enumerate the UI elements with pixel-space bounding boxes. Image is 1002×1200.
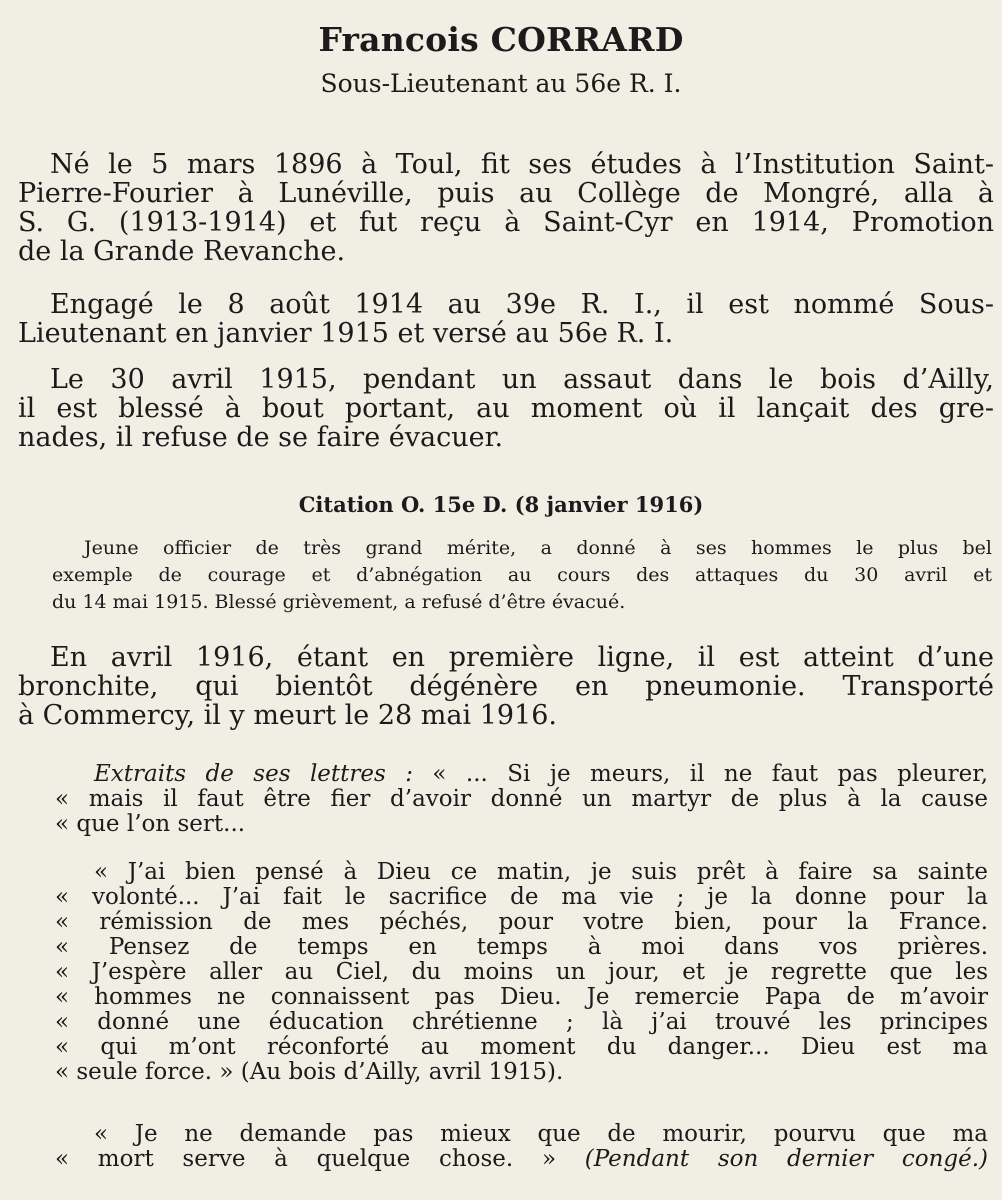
text-line: « seule force. » (Au bois d’Ailly, avril 1915). <box>55 1060 564 1085</box>
page-title: Francois CORRARD <box>318 20 684 59</box>
bio-paragraph-1 <box>18 150 994 266</box>
text-line: « donné une éducation chrétienne ; là j’ai trouvé les principes <box>55 1010 988 1035</box>
text-line: « volonté... J’ai fait le sacrifice de ma vie ; je la donne pour la <box>55 885 988 910</box>
text-line: Le 30 avril 1915, pendant un assaut dans le bois d’Ailly, <box>50 365 994 394</box>
text-line: Pierre-Fourier à Lunéville, puis au Collège de Mongré, alla à <box>18 179 994 208</box>
citation-text <box>52 535 992 616</box>
text-line: « Pensez de temps en temps à moi dans vos prières. <box>55 935 988 960</box>
letters-intro-label: Extraits de ses lettres : <box>94 762 413 787</box>
text-line: « mais il faut être fier d’avoir donné un martyr de plus à la cause <box>55 787 988 812</box>
text-line: il est blessé à bout portant, au moment où il lançait des gre- <box>18 394 994 423</box>
letters-paragraph-1 <box>22 762 988 837</box>
text-line: « mort serve à quelque chose. » (Pendant son dernier congé.) <box>55 1147 988 1172</box>
bio-paragraph-2 <box>18 290 994 348</box>
page-subtitle: Sous-Lieutenant au 56e R. I. <box>320 69 682 98</box>
text-line: « J’espère aller au Ciel, du moins un jour, et je regrette que les <box>55 960 988 985</box>
text-line: S. G. (1913-1914) et fut reçu à Saint-Cyr en 1914, Promotion <box>18 208 994 237</box>
text-line: « qui m’ont réconforté au moment du danger... Dieu est ma <box>55 1035 988 1060</box>
text-line: Engagé le 8 août 1914 au 39e R. I., il est nommé Sous- <box>50 290 994 319</box>
text-line: « que l’on sert... <box>55 812 246 837</box>
text-line: de la Grande Revanche. <box>18 237 346 266</box>
text-line: « rémission de mes péchés, pour votre bien, pour la France. <box>55 910 988 935</box>
letters-source: (Pendant son dernier congé.) <box>584 1147 988 1172</box>
text-line: Né le 5 mars 1896 à Toul, fit ses études à l’Institution Saint- <box>50 150 994 179</box>
citation-heading: Citation O. 15e D. (8 janvier 1916) <box>298 492 704 517</box>
letters-paragraph-2 <box>22 860 988 1085</box>
text-line: Jeune officier de très grand mérite, a donné à ses hommes le plus bel <box>84 537 992 559</box>
text-line: « Je ne demande pas mieux que de mourir, pourvu que ma <box>94 1122 988 1147</box>
text-line: Lieutenant en janvier 1915 et versé au 56e R. I. <box>18 319 674 348</box>
text-line: nades, il refuse de se faire évacuer. <box>18 423 504 452</box>
text-line: bronchite, qui bientôt dégénère en pneumonie. Transporté <box>18 672 994 701</box>
text-line: du 14 mai 1915. Blessé grièvement, a refusé d’être évacué. <box>52 591 626 613</box>
text-line: « J’ai bien pensé à Dieu ce matin, je suis prêt à faire sa sainte <box>94 860 988 885</box>
bio-paragraph-4 <box>18 643 994 730</box>
text-line: « hommes ne connaissent pas Dieu. Je remercie Papa de m’avoir <box>55 985 988 1010</box>
text-line: En avril 1916, étant en première ligne, il est atteint d’une <box>50 643 994 672</box>
text-line: Extraits de ses lettres : « ... Si je meurs, il ne faut pas pleurer, <box>94 762 988 787</box>
letters-paragraph-3 <box>22 1122 988 1172</box>
bio-paragraph-3 <box>18 365 994 452</box>
text-line: exemple de courage et d’abnégation au cours des attaques du 30 avril et <box>52 564 992 586</box>
text-line: à Commercy, il y meurt le 28 mai 1916. <box>18 701 557 730</box>
